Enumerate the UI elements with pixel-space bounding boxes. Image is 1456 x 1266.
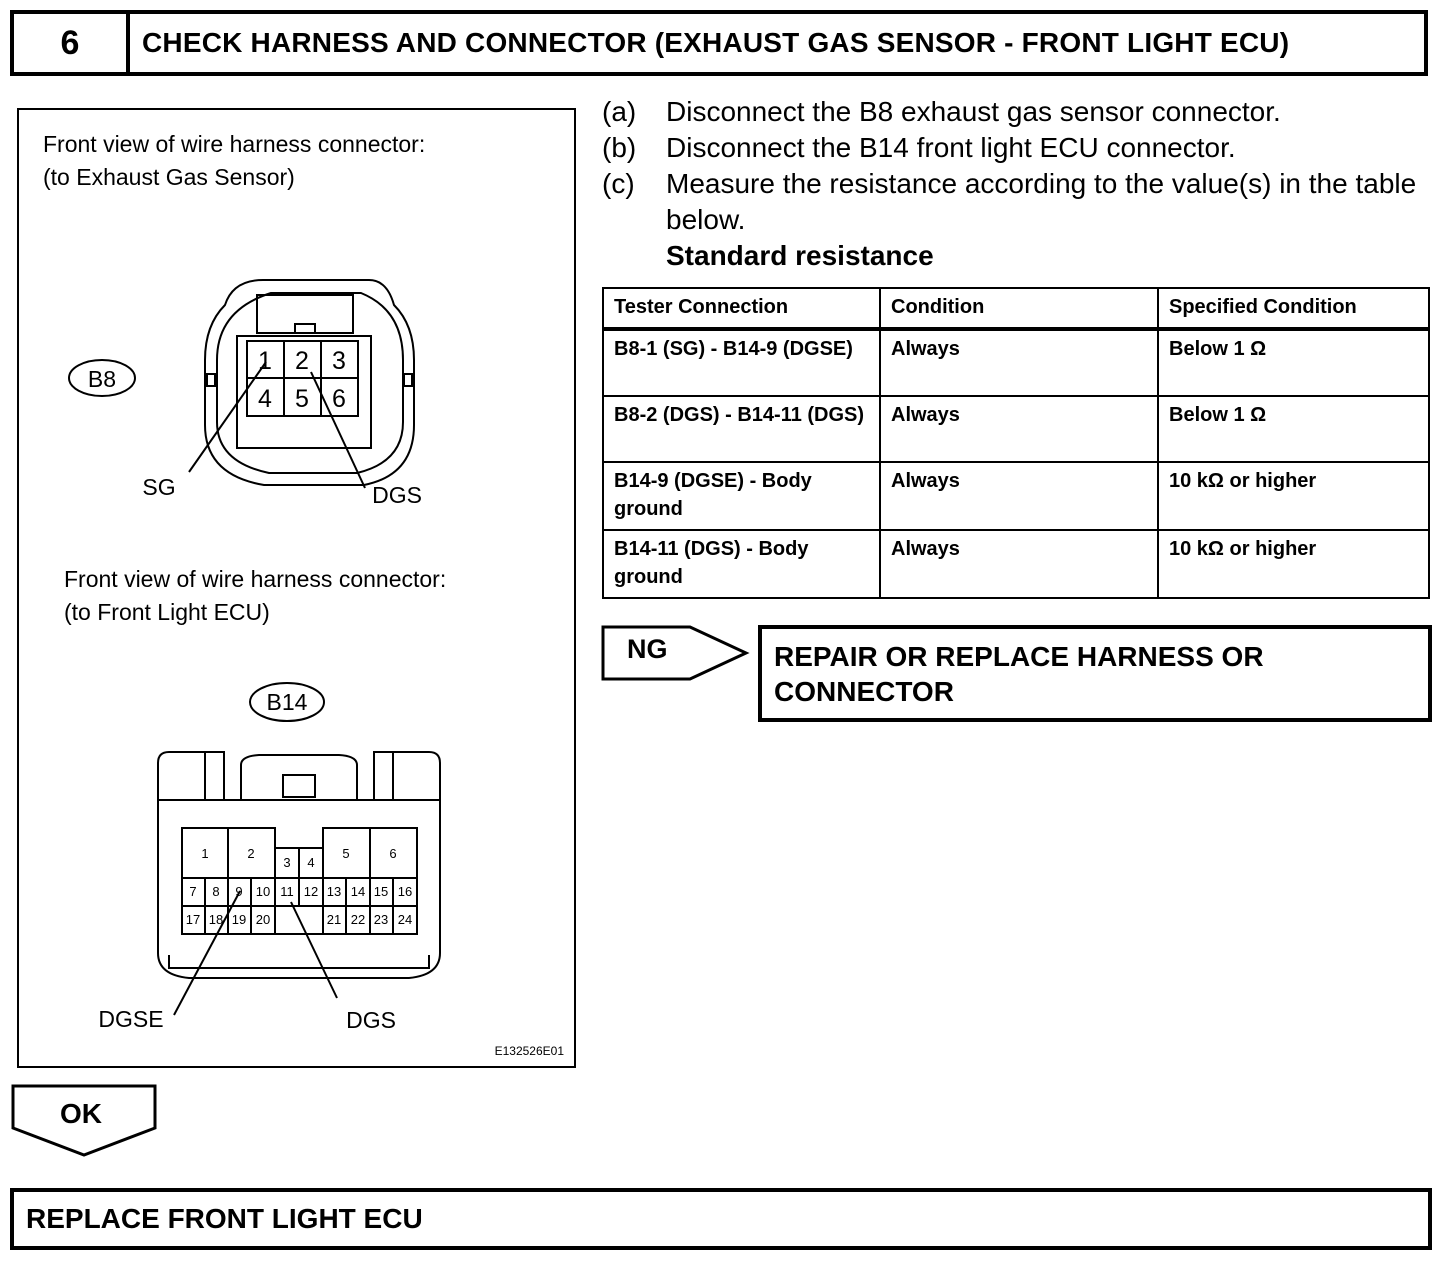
- figure-id: E132526E01: [494, 1044, 564, 1058]
- step-a-text: Disconnect the B8 exhaust gas sensor connector.: [666, 96, 1281, 127]
- header-tester-connection: Tester Connection: [603, 288, 880, 329]
- step-header: [10, 10, 1428, 76]
- b14-label-dgse: DGSE: [98, 1006, 164, 1032]
- step-number: 6: [14, 14, 130, 72]
- b14-pin-9: 9: [235, 884, 243, 899]
- b14-latch: [283, 775, 315, 797]
- b8-id: B8: [87, 366, 117, 392]
- b14-pin-24: 24: [397, 912, 413, 927]
- cell-tester-connection: B14-9 (DGSE) - Body ground: [603, 462, 880, 530]
- ng-action-box: REPAIR OR REPLACE HARNESS OR CONNECTOR: [758, 625, 1432, 722]
- b14-connector: [158, 683, 440, 1015]
- b8-pin-2: 2: [295, 347, 309, 375]
- b14-caption-line2: (to Front Light ECU): [64, 599, 270, 625]
- b14-bottom-rail: [169, 955, 429, 968]
- b14-pin-6: 6: [389, 846, 397, 861]
- b14-pin-2: 2: [247, 846, 255, 861]
- table-row: [603, 396, 1429, 462]
- b14-id: B14: [266, 689, 308, 715]
- cell-condition: Always: [880, 530, 1158, 598]
- cell-specified-condition: 10 kΩ or higher: [1158, 530, 1429, 598]
- ok-action-box: REPLACE FRONT LIGHT ECU: [10, 1188, 1432, 1250]
- b8-pin-1: 1: [258, 347, 272, 375]
- step-c-letter: (c): [602, 168, 635, 199]
- b8-side-key-left: [207, 374, 215, 386]
- ng-arrow-icon: [600, 624, 752, 684]
- cell-specified-condition: 10 kΩ or higher: [1158, 462, 1429, 530]
- step-a-letter: (a): [602, 96, 637, 127]
- header-specified-condition: Specified Condition: [1158, 288, 1429, 329]
- b14-pin-13: 13: [326, 884, 342, 899]
- connector-drawings: [19, 110, 574, 1066]
- b8-side-key-right: [404, 374, 412, 386]
- b14-pin-10: 10: [255, 884, 271, 899]
- instruction-steps: [602, 94, 1432, 274]
- b14-leader-dgse: [174, 891, 240, 1015]
- cell-condition: Always: [880, 396, 1158, 462]
- b14-pin-17: 17: [185, 912, 201, 927]
- b14-label-dgs: DGS: [346, 1007, 396, 1033]
- header-condition: Condition: [880, 288, 1158, 329]
- b8-label-dgs: DGS: [372, 482, 422, 508]
- b8-latch: [257, 295, 353, 333]
- b14-pin-19: 19: [231, 912, 247, 927]
- table-row: [603, 462, 1429, 530]
- table-header-row: [603, 288, 1429, 329]
- step-b-letter: (b): [602, 132, 637, 163]
- cell-condition: Always: [880, 329, 1158, 396]
- b8-pin-6: 6: [332, 385, 346, 413]
- b14-caption-line1: Front view of wire harness connector:: [64, 566, 447, 592]
- b8-connector: [69, 280, 414, 488]
- resistance-table: [602, 287, 1430, 599]
- b8-latch-tab: [295, 324, 315, 333]
- step-b: [602, 130, 1432, 166]
- b14-pin-3: 3: [283, 855, 291, 870]
- b8-pin-3: 3: [332, 347, 346, 375]
- b14-pin-4: 4: [307, 855, 315, 870]
- cell-specified-condition: Below 1 Ω: [1158, 329, 1429, 396]
- b8-caption-line2: (to Exhaust Gas Sensor): [43, 164, 295, 190]
- b14-pin-8: 8: [212, 884, 220, 899]
- step-a: [602, 94, 1432, 130]
- b8-caption-line1: Front view of wire harness connector:: [43, 131, 426, 157]
- b14-pin-12: 12: [303, 884, 319, 899]
- b14-pin-11: 11: [280, 884, 294, 899]
- standard-resistance-label: Standard resistance: [666, 240, 934, 271]
- step-c: [602, 166, 1432, 238]
- b14-pin-14: 14: [350, 884, 366, 899]
- b14-pin-22: 22: [350, 912, 366, 927]
- cell-specified-condition: Below 1 Ω: [1158, 396, 1429, 462]
- table-row: [603, 329, 1429, 396]
- b14-pin-18: 18: [208, 912, 224, 927]
- ng-label: NG: [627, 634, 668, 664]
- b14-pin-row-2: [189, 884, 412, 899]
- connector-figure: [17, 108, 576, 1068]
- table-row: [603, 530, 1429, 598]
- step-c-text: Measure the resistance according to the value(s) in the table below.: [666, 168, 1417, 235]
- b8-label-sg: SG: [142, 474, 176, 500]
- b8-pin-4: 4: [258, 385, 272, 413]
- ok-label: OK: [60, 1098, 102, 1129]
- b14-pin-20: 20: [255, 912, 271, 927]
- cell-tester-connection: B14-11 (DGS) - Body ground: [603, 530, 880, 598]
- b14-pin-16: 16: [397, 884, 413, 899]
- step-b-text: Disconnect the B14 front light ECU connector.: [666, 132, 1236, 163]
- b14-pin-1: 1: [201, 846, 209, 861]
- b8-pin-5: 5: [295, 385, 309, 413]
- b8-inner-shell: [217, 293, 403, 473]
- cell-tester-connection: B8-1 (SG) - B14-9 (DGSE): [603, 329, 880, 396]
- b14-pin-23: 23: [373, 912, 389, 927]
- b14-pin-7: 7: [189, 884, 197, 899]
- cell-tester-connection: B8-2 (DGS) - B14-11 (DGS): [603, 396, 880, 462]
- cell-condition: Always: [880, 462, 1158, 530]
- step-title: CHECK HARNESS AND CONNECTOR (EXHAUST GAS SENSOR - FRONT LIGHT ECU): [142, 27, 1290, 58]
- b14-pin-21: 21: [326, 912, 342, 927]
- b14-pin-15: 15: [373, 884, 389, 899]
- b14-pin-5: 5: [342, 846, 350, 861]
